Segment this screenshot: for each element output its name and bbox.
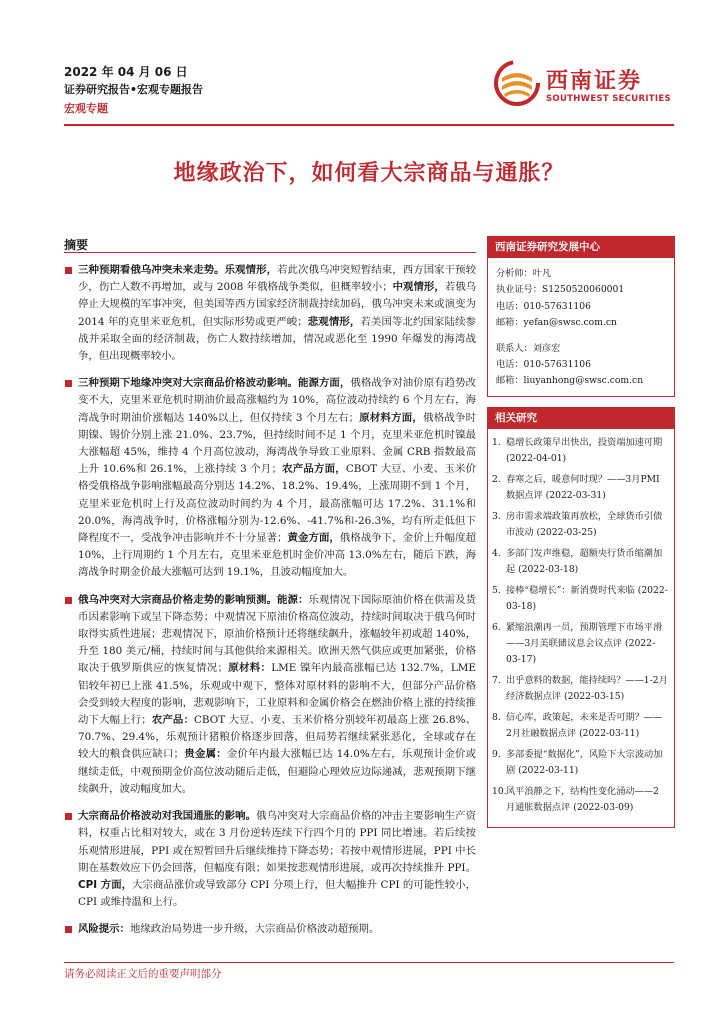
related-item-title: 春寒之后，暖意何时现？——3月PMI数据点评 (2022-03-31) xyxy=(506,473,660,502)
paragraph-keyword: 大宗商品价格波动对我国通胀的影响。 xyxy=(78,810,257,823)
logo-name-en: SOUTHWEST SECURITIES xyxy=(546,94,671,104)
abstract-paragraph xyxy=(64,592,476,798)
abstract-body xyxy=(64,262,476,938)
risk-text: 地缘政治局势进一步升级，大宗商品价格波动超预期。 xyxy=(129,923,380,936)
footer-disclaimer[interactable]: 请务必阅读正文后的重要声明部分 xyxy=(64,968,222,980)
related-item-title: 房市需求端政策再放松，全球货币引债市波动 (2022-03-25) xyxy=(506,510,663,539)
related-research-item[interactable] xyxy=(492,509,668,542)
risk-warning xyxy=(64,921,476,938)
paragraph-text: CBOT 大豆、小麦、玉米价格分别较年初最高上涨 26.8%、70.7%、29.4%，乐观预计猪粮价格逐步回落，但局势若继续紧张恶化，全球或存在较大的粮食供应缺口； xyxy=(78,714,477,761)
related-research-item[interactable] xyxy=(492,435,668,468)
related-item-number: 1. xyxy=(492,436,501,448)
footer-divider xyxy=(64,962,674,963)
research-center-panel xyxy=(487,236,675,397)
related-item-number: 7. xyxy=(492,675,501,687)
paragraph-keyword: 农产品方面， xyxy=(281,463,346,476)
southwest-securities-emblem-icon xyxy=(494,60,540,106)
paragraph-text: 金价年内最大涨幅已达 14.0%左右，乐观预计金价或继续走低，中观预期金价高位波动随后走低，但避险心理效应边际递减，悲观预期下继续飙升，波动幅度加大。 xyxy=(78,748,477,795)
research-center-heading: 西南证券研究发展中心 xyxy=(487,236,675,258)
paragraph-keyword: 三种预期下地缘冲突对大宗商品价格波动影响。能源方面， xyxy=(78,377,351,390)
paragraph-keyword: 贵金属： xyxy=(184,748,227,761)
report-date: 2022 年 04 月 06 日 xyxy=(64,65,188,79)
abstract-heading: 摘要 xyxy=(64,238,89,252)
paragraph-keyword: 中观情形， xyxy=(392,281,445,294)
related-research-item[interactable] xyxy=(492,583,668,616)
related-item-title: 接棒“稳增长”：新消费时代来临 (2022-03-18) xyxy=(506,584,668,613)
logo-name-cn: 西南证券 xyxy=(546,68,643,94)
analyst-name: 分析师：叶凡 xyxy=(496,268,552,279)
research-center-contacts xyxy=(487,258,675,397)
related-item-number: 5. xyxy=(492,584,501,596)
paragraph-text: 俄格战争对油价原有趋势改变不大，克里米亚危机时期油价最高涨幅约为 10%，高位波动持续约 6 个月左右，海湾战争时期油价涨幅达 140%以上，但仅持续 3 个月左右； xyxy=(78,377,476,424)
related-item-title: 信心库，政策起，未来是否可期？——2月社融数据点评 (2022-03-11) xyxy=(506,712,663,740)
analyst-phone: 电话：010-57631106 xyxy=(496,300,591,312)
paragraph-text: 乐观情况下国际原油价格在供需及货币因素影响下或呈下降态势；中观情况下原油价格高位波动，持续时间取决于俄乌何时取得实质性进展；悲观情况下，原油价格预计还将继续飙升，涨幅较年初或超 140%，升至 180 美元/桶，持续时间与其他供给来源相关。欧洲天然气供应或更加紧张，价格取决于俄罗斯供应的恢复情况； xyxy=(78,593,476,675)
related-research-list xyxy=(487,429,675,828)
sidebar xyxy=(487,236,675,828)
paragraph-keyword: 黄金方面， xyxy=(287,532,340,545)
paragraph-keyword: 三种预期看俄乌冲突未来走势。乐观情形， xyxy=(78,264,278,276)
square-bullet-icon xyxy=(65,380,72,387)
abstract-paragraph xyxy=(64,262,476,365)
contact-email[interactable]: 邮箱：liuyanhong@swsc.com.cn xyxy=(496,375,644,387)
related-item-number: 4. xyxy=(492,547,501,559)
header-divider xyxy=(64,124,674,126)
related-research-item[interactable] xyxy=(492,710,668,743)
abstract-paragraphs xyxy=(64,262,476,911)
square-bullet-icon xyxy=(65,267,72,274)
analyst-license: 执业证号：S1250520060001 xyxy=(496,284,625,296)
paragraph-text: CBOT 大豆、小麦、玉米价格受俄格战争影响涨幅最高分别达 14.2%、18.2%、19.4%，上涨周期不到 1 个月，克里米亚危机时上行及高位波动时间约为 4 个月，最高涨幅可达 17.2%、31.1%和 20.0%，海湾战争时，价格涨幅分别为-12.6%、-41.7%和-26.3%，均有所走低但下降程度不一，受战争冲击影响并不十分显著； xyxy=(78,463,477,545)
analyst-email[interactable]: 邮箱：yefan@swsc.com.cn xyxy=(496,317,617,329)
related-item-number: 8. xyxy=(492,712,501,724)
abstract-paragraph xyxy=(64,375,476,581)
related-item-title: 稳增长政策早出快出，投资端加速可期 (2022-04-01) xyxy=(506,436,663,465)
paragraph-keyword: 农产品： xyxy=(151,714,194,727)
square-bullet-icon xyxy=(65,597,72,604)
paragraph-text: 若美国等北约国家陆续参战并采取全面的经济制裁，伤亡人数持续增加，情况或恶化至 1990 年爆发的海湾战争，但出现概率较小。 xyxy=(78,315,477,363)
paragraph-keyword: 俄乌冲突对大宗商品价格走势的影响预测。能源： xyxy=(78,593,309,606)
related-item-number: 10. xyxy=(492,786,507,797)
risk-label: 风险提示： xyxy=(78,923,130,936)
paragraph-keyword: 悲观情形， xyxy=(307,315,361,328)
related-item-title: 风平浪静之下，结构性变化涌动——2月通胀数据点评 (2022-03-09) xyxy=(506,786,659,814)
paragraph-text: 俄乌冲突对大宗商品价格的冲击主要影响生产资料，权重占比相对较大，或在 3 月份逆转连续下行四个月的 PPI 同比增速。若后续按乐观情形进展，PPI 或在短暂回升后继续维持下降态势；若按中观情形进展，PPI 中长期在基数效应下仍会回落，但幅度有限；如果按悲观情形进展，或再次持续推升 PPI。 xyxy=(78,810,477,874)
paragraph-keyword: 原材料方面， xyxy=(358,411,424,424)
related-item-title: 出乎意料的数据，能持续吗？——1-2月经济数据点评 (2022-03-15) xyxy=(506,675,668,703)
related-research-item[interactable] xyxy=(492,546,668,579)
paragraph-text: 若俄乌停止大规模的军事冲突，但美国等西方国家经济制裁持续加码，俄乌冲突未来或演变为 2014 年的克里米亚危机，但实际形势或更严峻； xyxy=(78,281,477,328)
paragraph-keyword: 原材料： xyxy=(227,662,272,675)
paragraph-keyword: CPI 方面， xyxy=(78,878,133,891)
abstract-paragraph xyxy=(64,808,476,911)
paragraph-text: 俄格战争时期镍、锡价分别上涨 21.0%、23.7%，但持续时间不足 1 个月，克里米亚危机时镍最大涨幅超 45%，维持 4 个月高位波动，海湾战争导致工业原料、金属 CRB 指数最高上升 10.6%和 26.1%，上涨持续 3 个月； xyxy=(78,411,477,476)
company-logo xyxy=(494,60,674,120)
square-bullet-icon xyxy=(65,813,72,820)
paragraph-text: 若此次俄乌冲突短暂结束，西方国家干预较少，伤亡人数不再增加，或与 2008 年俄格战争类似，但概率较小； xyxy=(78,264,477,294)
related-research-item[interactable] xyxy=(492,673,668,706)
related-research-item[interactable] xyxy=(492,472,668,505)
related-research-panel xyxy=(487,407,675,828)
paragraph-text: LME 镍年内最高涨幅已达 132.7%，LME 铝较年初已上涨 41.5%，乐观或中观下，整体对原材料的影响不大，但部分产品价格会受到较大程度的影响，悲观影响下，工业原料和金属价格会在燃油价格上涨的持续推动下大幅上行； xyxy=(78,662,477,727)
related-item-title: 多部委提“数据化”，风险下大宗波动加剧 (2022-03-11) xyxy=(506,749,663,777)
paragraph-text: 大宗商品涨价或导致部分 CPI 分项上行，但大幅推升 CPI 的可能性较小，CPI 或维持温和上行。 xyxy=(78,878,476,909)
related-item-number: 6. xyxy=(492,621,501,633)
related-research-item[interactable] xyxy=(492,784,668,817)
contact-name: 联系人：刘彦宏 xyxy=(496,342,561,354)
report-header xyxy=(64,64,364,117)
report-type: 证券研究报告•宏观专题报告 xyxy=(64,83,204,96)
paragraph-text: 俄格战争下，金价上升幅度超 10%，上行周期约 1 个月左右，克里米亚危机时金价冲高 13.0%左右，随后下跌，海湾战争时期金价最大涨幅可达到 19.1%，且波动幅度加大。 xyxy=(78,532,477,579)
contact-phone: 电话：010-57631106 xyxy=(496,359,591,371)
square-bullet-icon xyxy=(65,926,72,933)
related-research-item[interactable] xyxy=(492,620,668,669)
related-item-number: 2. xyxy=(492,473,501,485)
related-research-item[interactable] xyxy=(492,747,668,780)
related-item-number: 9. xyxy=(492,749,501,761)
related-item-title: 多部门发声维稳，超额央行货币缩潮加起 (2022-03-18) xyxy=(506,547,663,576)
related-item-number: 3. xyxy=(492,510,501,522)
report-title: 地缘政治下，如何看大宗商品与通胀？ xyxy=(173,160,565,186)
abstract-divider xyxy=(64,252,476,253)
related-item-title: 紧缩浪潮再一员，预期管理下市场平滑——3月美联储议息会议点评 (2022-03-17) xyxy=(506,621,663,666)
related-research-heading: 相关研究 xyxy=(487,407,675,429)
report-category: 宏观专题 xyxy=(64,102,108,115)
